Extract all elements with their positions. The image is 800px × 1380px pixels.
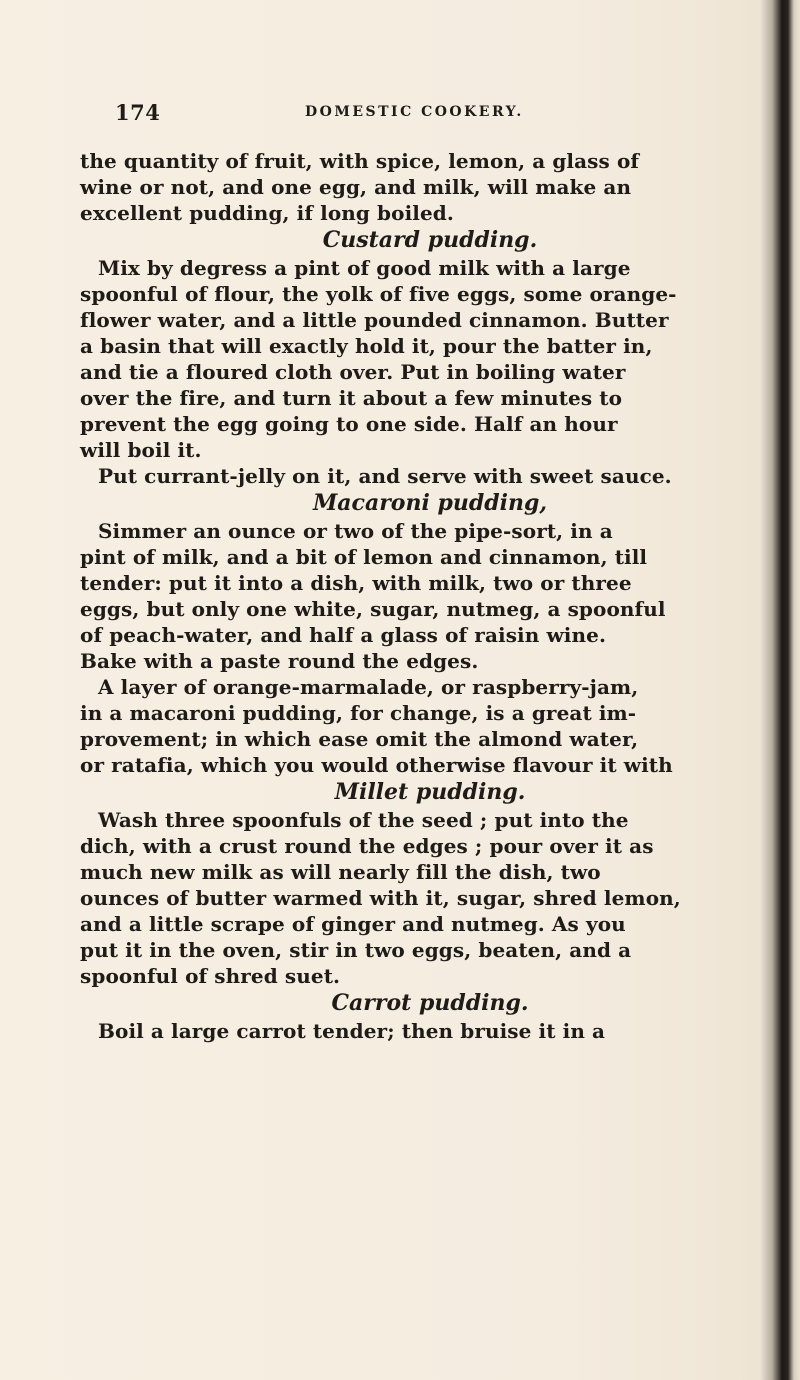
recipe-heading-macaroni: Macaroni pudding, [312,490,548,516]
text-line: Put currant-jelly on it, and serve with sweet sauce. [98,464,672,488]
recipe-heading-millet: Millet pudding. [334,779,526,805]
text-line: and tie a floured cloth over. Put in boiling water [80,360,626,384]
text-line: will boil it. [80,438,202,462]
text-line: Boil a large carrot tender; then bruise it in a [98,1019,606,1043]
text-line: Mix by degress a pint of good milk with a large [98,256,631,280]
text-line: put it in the oven, stir in two eggs, beaten, and a [80,938,632,962]
text-line: over the fire, and turn it about a few minutes to [80,386,623,410]
recipe-heading-carrot: Carrot pudding. [331,990,529,1016]
text-line: dich, with a crust round the edges ; pour over it as [80,834,654,858]
text-line: excellent pudding, if long boiled. [80,201,454,225]
text-line: provement; in which ease omit the almond water, [80,727,639,751]
text-line: the quantity of fruit, with spice, lemon, a glass of [80,149,640,173]
text-line: tender: put it into a dish, with milk, two or three [80,571,632,595]
page-number: 174 [115,100,161,125]
text-line: of peach-water, and half a glass of raisin wine. [80,623,607,647]
body-text [80,148,770,1044]
text-line: flower water, and a little pounded cinnamon. Butter [80,308,669,332]
page-header [115,100,735,134]
text-line: or ratafia, which you would otherwise flavour it with [80,753,673,777]
text-line: much new milk as will nearly fill the dish, two [80,860,601,884]
text-line: pint of milk, and a bit of lemon and cinnamon, till [80,545,648,569]
text-line: a basin that will exactly hold it, pour the batter in, [80,334,653,358]
running-head: DOMESTIC COOKERY. [305,104,524,120]
text-line: eggs, but only one white, sugar, nutmeg, a spoonful [80,597,666,621]
text-line: Bake with a paste round the edges. [80,649,479,673]
recipe-heading-custard: Custard pudding. [322,227,538,253]
text-line: spoonful of shred suet. [80,964,341,988]
text-line: prevent the egg going to one side. Half an hour [80,412,618,436]
text-line: A layer of orange-marmalade, or raspberry-jam, [98,675,639,699]
text-line: and a little scrape of ginger and nutmeg. As you [80,912,626,936]
text-line: wine or not, and one egg, and milk, will make an [80,175,632,199]
text-line: Simmer an ounce or two of the pipe-sort, in a [98,519,613,543]
text-line: ounces of butter warmed with it, sugar, shred lemon, [80,886,681,910]
text-line: spoonful of flour, the yolk of five eggs, some orange- [80,282,677,306]
text-line: Wash three spoonfuls of the seed ; put into the [98,808,629,832]
text-line: in a macaroni pudding, for change, is a great im- [80,701,637,725]
